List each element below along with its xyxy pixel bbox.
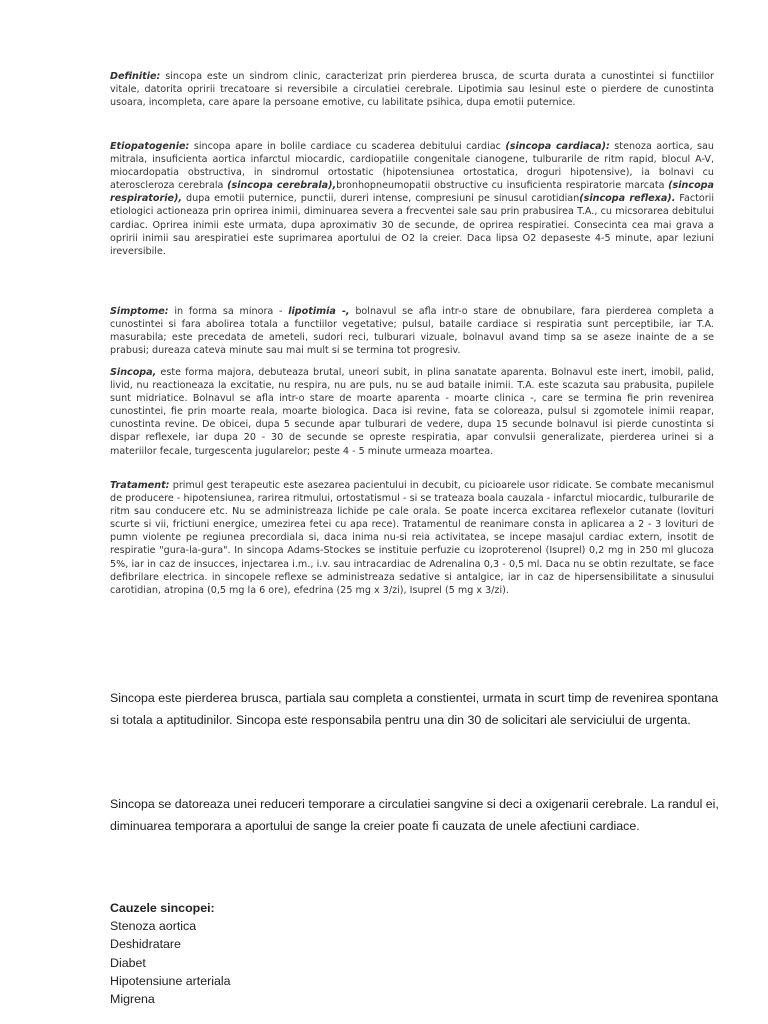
- list-item: Stenoza aortica: [110, 919, 197, 934]
- causes-list: [110, 899, 510, 1008]
- label-sincopa: Sincopa,: [110, 367, 157, 378]
- text-sincopa: este forma majora, debuteaza brutal, uneori subit, in plina sanatate aparenta. Bolnavul este inert, imobil, palid, livid, nu reactioneaza la excitatie, nu respira, nu are puls, nu se aud bataile inimii. T.A. este scazuta sau prabusita, pupilele sunt midriatice. Bolnavul se afla intr-o stare de moarte aparenta - moarte clinica -, care se termina fie prin revenirea cunostintei, fie prin moarte reala, moarte biologica. Daca isi revine, fata se coloreaza, pulsul si zgomotele inimii reapar, cunostinta revine. De obicei, dupa 5 secunde apar tulburari de vedere, dupa 15 secunde bolnavul isi pierde cunostinta si dispar reflexele, iar dupa 20 - 30 de secunde se opreste respiratia, apar convulsii generalizate, pierderea urinei si a materiilor fecale, turgescenta jugularelor; peste 4 - 5 minute urmeaza moartea.: [110, 367, 714, 457]
- list-item: Hipotensiune arteriala: [110, 973, 231, 988]
- paragraph-etiopatogenie: [110, 140, 714, 258]
- label-simptome: Simptome:: [110, 306, 169, 317]
- paragraph-cause-general: Sincopa se datoreaza unei reduceri temporare a circulatiei sangvine si deci a oxigenarii cerebrale. La randul ei, diminuarea temporara a aportului de sange la creier poate fi cauzata de unele afectiuni cardiace.: [110, 797, 719, 833]
- label-tratament: Tratament:: [110, 480, 170, 491]
- paragraph-sincopa: [110, 366, 714, 458]
- paragraph-tratament: [110, 479, 714, 597]
- paragraph-definition-general: Sincopa este pierderea brusca, partiala sau completa a constientei, urmata in scurt timp de revenirea spontana si totala a aptitudinilor. Sincopa este responsabila pentru una din 30 de solicitari ale serviciului de urgenta.: [110, 691, 719, 727]
- list-item: Migrena: [110, 992, 155, 1007]
- etio-emphasis-4: (sincopa reflexa).: [579, 193, 676, 205]
- etio-text-2: stenoza aortica, sau mitrala, insuficienta aortica infarctul miocardic, cardiopatiile congenitale cianogene, tulburarile de ritm rapid, blocul A-V, miocardopatia obstructiva, in sindromul ortostatic (hipotensiunea ortostatica, droguri hipotensive), ia bolnavi cu ateroscleroza cerebrala: [110, 141, 715, 192]
- paragraph-simptome: [110, 305, 714, 357]
- text-tratament: primul gest terapeutic este asezarea pacientului in decubit, cu picioarele usor ridicate. Se combate mecanismul de producere - hipotensiunea, rarirea ritmului, ortostatismul - si se trateaza boala cauzala - infarctul miocardic, tulburarile de ritm sau conducere etc. Nu se administreaza lichide pe cale orala. Se poate incerca excitarea reflexelor cutanate (lovituri scurte si vii, frictiuni energice, umezirea fetei cu apa rece). Tratamentul de reanimare consta in aplicarea a 2 - 3 lovituri de pumn violente pe regiunea precordiala si, daca inima nu-si reia activitatea, se incepe masajul cardiac extern, insotit de respiratie "gura-la-gura". In sincopa Adams-Stockes se instituie perfuzie cu izoproterenol (Isuprel) 0,2 mg in 250 ml glucoza 5%, iar in caz de insucces, injectarea i.m., i.v. sau intracardiac de Adrenalina 0,3 - 0,5 ml. Daca nu se obtin rezultate, se face defibrilare electrica. in sincopele reflexe se administreaza sedative si antalgice, iar in caz de hipersensibilitate a sinusului carotidian, atropina (0,5 mg la 6 ore), efedrina (25 mg x 3/zi), Isuprel (5 mg x 3/zi).: [110, 480, 714, 596]
- etio-text-4: dupa emotii puternice, punctii, dureri intense, compresiuni pe sinusul carotidian: [182, 193, 580, 205]
- simptome-emphasis-1: lipotimia -,: [288, 306, 350, 317]
- simptome-text-2: bolnavul se afla intr-o stare de obnubilare, fara pierderea completa a cunostintei si fara abolirea totala a functiilor vegetative; pulsul, bataile cardiace si respiratia sunt perceptibile, iar T.A. masurabila; este precedata de ameteli, sudori reci, tulburari vizuale, bolnavul avand timp sa se aseze inainte de a se prabusi; dureaza cateva minute sau mai mult si se termina tot progresiv.: [110, 306, 714, 357]
- paragraph-definitie: [110, 70, 714, 109]
- label-etiopatogenie: Etiopatogenie:: [110, 141, 190, 152]
- text-definitie: sincopa este un sindrom clinic, caracterizat prin pierderea brusca, de scurta durata a cunostintei si functiilor vitale, datorita opririi trecatoare si reversibile a circulatiei cerebrale. Lipotimia sau lesinul este o pierdere de cunostinta usoara, incompleta, care apare la persoane emotive, cu labilitate psihica, dupa emotii puternice.: [110, 71, 714, 109]
- etio-emphasis-3: (sincopa respiratorie),: [110, 180, 715, 205]
- simptome-text-1: in forma sa minora -: [168, 306, 289, 317]
- label-definitie: Definitie:: [110, 71, 161, 82]
- etio-text-1: sincopa apare in bolile cardiace cu scaderea debitului cardiac: [189, 141, 506, 152]
- etio-text-3: bronhopneumopatii obstructive cu insuficienta respiratorie marcata: [336, 180, 669, 192]
- list-item: Deshidratare: [110, 937, 181, 952]
- etio-emphasis-2: (sincopa cerebrala),: [227, 180, 337, 192]
- etio-text-5: Factorii etiologici actioneaza prin oprirea inimii, diminuarea severa a frecventei sale sau prin prabusirea T.A., cu micsorarea debitului cardiac. Oprirea inimii este urmata, dupa aproximativ 30 de secunde, de oprirea respiratiei. Consecinta cea mai grava a opririi inimii sau arespiratiei este suprimarea aportului de O2 la creier. Daca lipsa O2 depaseste 4-5 minute, apar leziuni ireversibile.: [110, 193, 714, 257]
- etio-emphasis-1: (sincopa cardiaca):: [505, 141, 610, 152]
- list-item: Diabet: [110, 955, 146, 970]
- causes-heading: Cauzele sincopei:: [110, 901, 215, 915]
